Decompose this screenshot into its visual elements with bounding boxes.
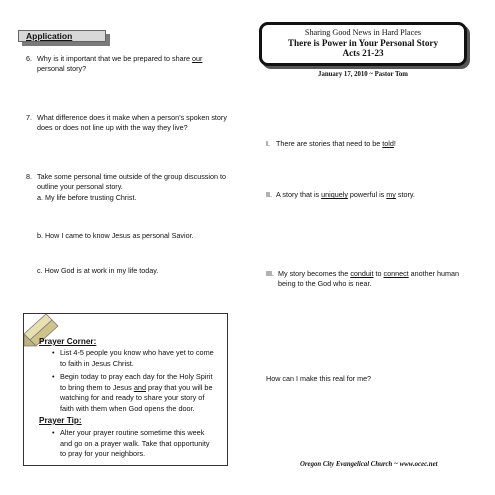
point-1-number: I. [266,139,270,148]
p2-post: story. [395,190,415,199]
point-3-number: III. [266,269,274,278]
point-2-number: II. [266,190,272,199]
prayer-bullet-2 [52,372,213,414]
b2-post: pray that you will be [146,382,213,392]
p2-mid: powerful is [347,190,387,199]
p3-underlined-1: conduit [350,269,374,278]
reflection-question: How can I make this real for me? [266,374,372,383]
application-tab [18,30,110,46]
question-7-number: 7. [26,113,32,122]
bullet-3-line-1: Alter your prayer routine sometime this week [60,428,205,437]
p3-post: another human [408,269,460,278]
question-8-number: 8. [26,172,32,181]
question-8-part-b: b. How I came to know Jesus as personal Savior. [37,231,194,240]
p2-underlined-1: uniquely [321,190,348,199]
p3-mid: to [373,269,384,278]
p2-underlined-2: my [386,190,396,199]
question-8-part-a: a. My life before trusting Christ. [37,193,137,202]
p1-post: ! [393,139,396,148]
bullet-2-line-1: Begin today to pray each day for the Holy Spirit [60,372,213,381]
sermon-title-box [259,22,467,66]
question-6-line2: personal story? [37,64,87,73]
question-7-line2: does or does not line up with the way they live? [37,123,188,132]
bullet-dot: • [52,372,55,381]
bullet-2-line-3: watching for and ready to share your story of [60,393,205,402]
application-heading: Application [26,31,73,41]
prayer-tip-heading: Prayer Tip: [39,416,82,425]
question-6-line1 [37,54,202,64]
p3-pre: My story becomes the [278,269,351,278]
p1-underlined: told [382,139,394,148]
date-and-pastor: January 17, 2010 ~ Pastor Tom [318,71,408,78]
prayer-bullet-1 [52,348,214,369]
p3-underlined-2: connect [383,269,409,278]
prayer-bullet-3 [52,428,210,460]
question-6-number: 6. [26,54,32,63]
point-3-line2: being to the God who is near. [278,279,372,288]
point-3-line1 [278,269,459,279]
series-title: Sharing Good News in Hard Places [304,28,422,37]
question-8-part-c: c. How God is at work in my life today. [37,266,159,275]
point-2-text [276,190,415,200]
p1-pre: There are stories that need to be [276,139,383,148]
prayer-corner-box [23,313,228,466]
church-footer: Oregon City Evangelical Church ~ www.ocec.net [300,461,438,468]
scripture-reference: Acts 21-23 [342,48,384,58]
q6-underlined: our [192,54,203,63]
bullet-dot: • [52,348,55,357]
sermon-title: There is Power in Your Personal Story [287,38,439,48]
bullet-dot: • [52,428,55,437]
prayer-corner-heading: Prayer Corner: [39,337,97,346]
bullet-2-line-4: faith with them when God opens the door. [60,403,195,413]
point-1-text [276,139,396,149]
bullet-1-line-2: to faith in Jesus Christ. [60,358,134,368]
bullet-2-line-2 [60,383,213,394]
p2-pre: A story that is [276,190,322,199]
question-8-line2: outline your personal story. [37,182,123,191]
b2-pre: to bring them to Jesus [60,382,134,392]
bullet-1-line-1: List 4-5 people you know who have yet to come [60,348,214,357]
bullet-3-line-3: to pray for your neighbors. [60,449,146,458]
q6-text: Why is it important that we be prepared to share [37,54,193,63]
b2-underlined: and [133,382,147,392]
bullet-3-line-2: and go on a prayer walk. Take that opportunity [60,438,210,448]
question-7-line1: What difference does it make when a person’s spoken story [37,113,227,122]
question-8-line1: Take some personal time outside of the group discussion to [37,172,226,181]
